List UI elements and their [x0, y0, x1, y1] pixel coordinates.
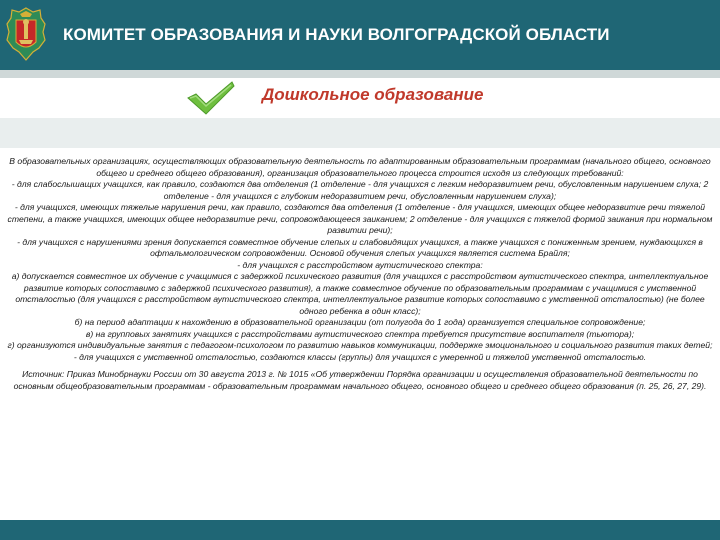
paragraph: - для слабослышащих учащихся, как правило, создаются два отделения (1 отделение - для учащихся с легким недоразвитием речи, обусловленным нарушением слуха; 2 отделение - для учащихся с глубоким недоразвитием речи, обусловленным нарушением слуха); — [11, 179, 709, 201]
paragraph: б) на период адаптации к нахождению в образовательной организации (от полугода до 1 года) организуется специальное сопровождение; — [74, 317, 646, 327]
paragraph: - для учащихся с расстройством аутистического спектра: — [237, 259, 483, 270]
paragraph: г) организуются индивидуальные занятия с педагогом-психологом по развитию навыков коммуникации, поддержке эмоционального и социального развития таких детей; — [7, 340, 713, 350]
header-bar — [0, 0, 720, 70]
paragraph: - для учащихся с нарушениями зрения допускается совместное обучение слепых и слабовидящих учащихся, а также учащихся с пониженным зрением, нуждающихся в офтальмологическом сопровождении. Основой обучения слепых учащихся является система Брайля; — [17, 236, 703, 258]
paragraph: а) допускается совместное их обучение с учащимися с задержкой психического развития (для учащихся с расстройством аутистического спектра, интеллектуальное развитие которых сопоставимо с задержкой психического развития), а также совместное обучение по образовательным программам с учащимися с умственной отсталостью (для учащихся с расстройством аутистического спектра, интеллектуальное развитие которых сопоставимо с умственной отсталостью) (не более одного ребенка в один класс); — [11, 271, 709, 316]
regional-coat-of-arms-icon — [5, 6, 47, 62]
paragraph: В образовательных организациях, осуществляющих образовательную деятельность по адаптированным образовательным программам (начального общего, основного общего и среднего общего образования), организация образовательного процесса строится исходя из следующих требований: — [9, 156, 711, 178]
green-checkmark-icon — [186, 80, 236, 116]
paragraph: - для учащихся с умственной отсталостью, создаются классы (группы) для учащихся с умеренной и тяжелой умственной отсталостью. — [73, 351, 647, 362]
paragraph: в) на групповых занятиях учащихся с расстройствами аутистического спектра требуется присутствие воспитателя (тьютора); — [85, 328, 635, 339]
gap-band — [0, 118, 720, 148]
divider-band — [0, 70, 720, 78]
page-title: КОМИТЕТ ОБРАЗОВАНИЯ И НАУКИ ВОЛГОГРАДСКОЙ ОБЛАСТИ — [63, 25, 610, 44]
footer-bar — [0, 520, 720, 540]
source-citation: Источник: Приказ Минобрнауки России от 30 августа 2013 г. № 1015 «Об утверждении Порядка организации и осуществления образовательной деятельности по основным общеобразовательным программам - образовательным программам начального общего, основного общего и среднего общего образования (п. 25, 26, 27, 29). — [13, 369, 707, 391]
section-subtitle: Дошкольное образование — [262, 85, 484, 104]
main-text — [4, 156, 716, 392]
paragraph: - для учащихся, имеющих тяжелые нарушения речи, как правило, создаются два отделения (1 отделение - для учащихся, имеющих общее недоразвитие речи тяжелой степени, а также учащихся, имеющих общее недоразвитие речи, сопровождающееся заиканием; 2 отделение - для учащихся с тяжелой формой заикания при нормальном развитии речи); — [7, 202, 713, 235]
